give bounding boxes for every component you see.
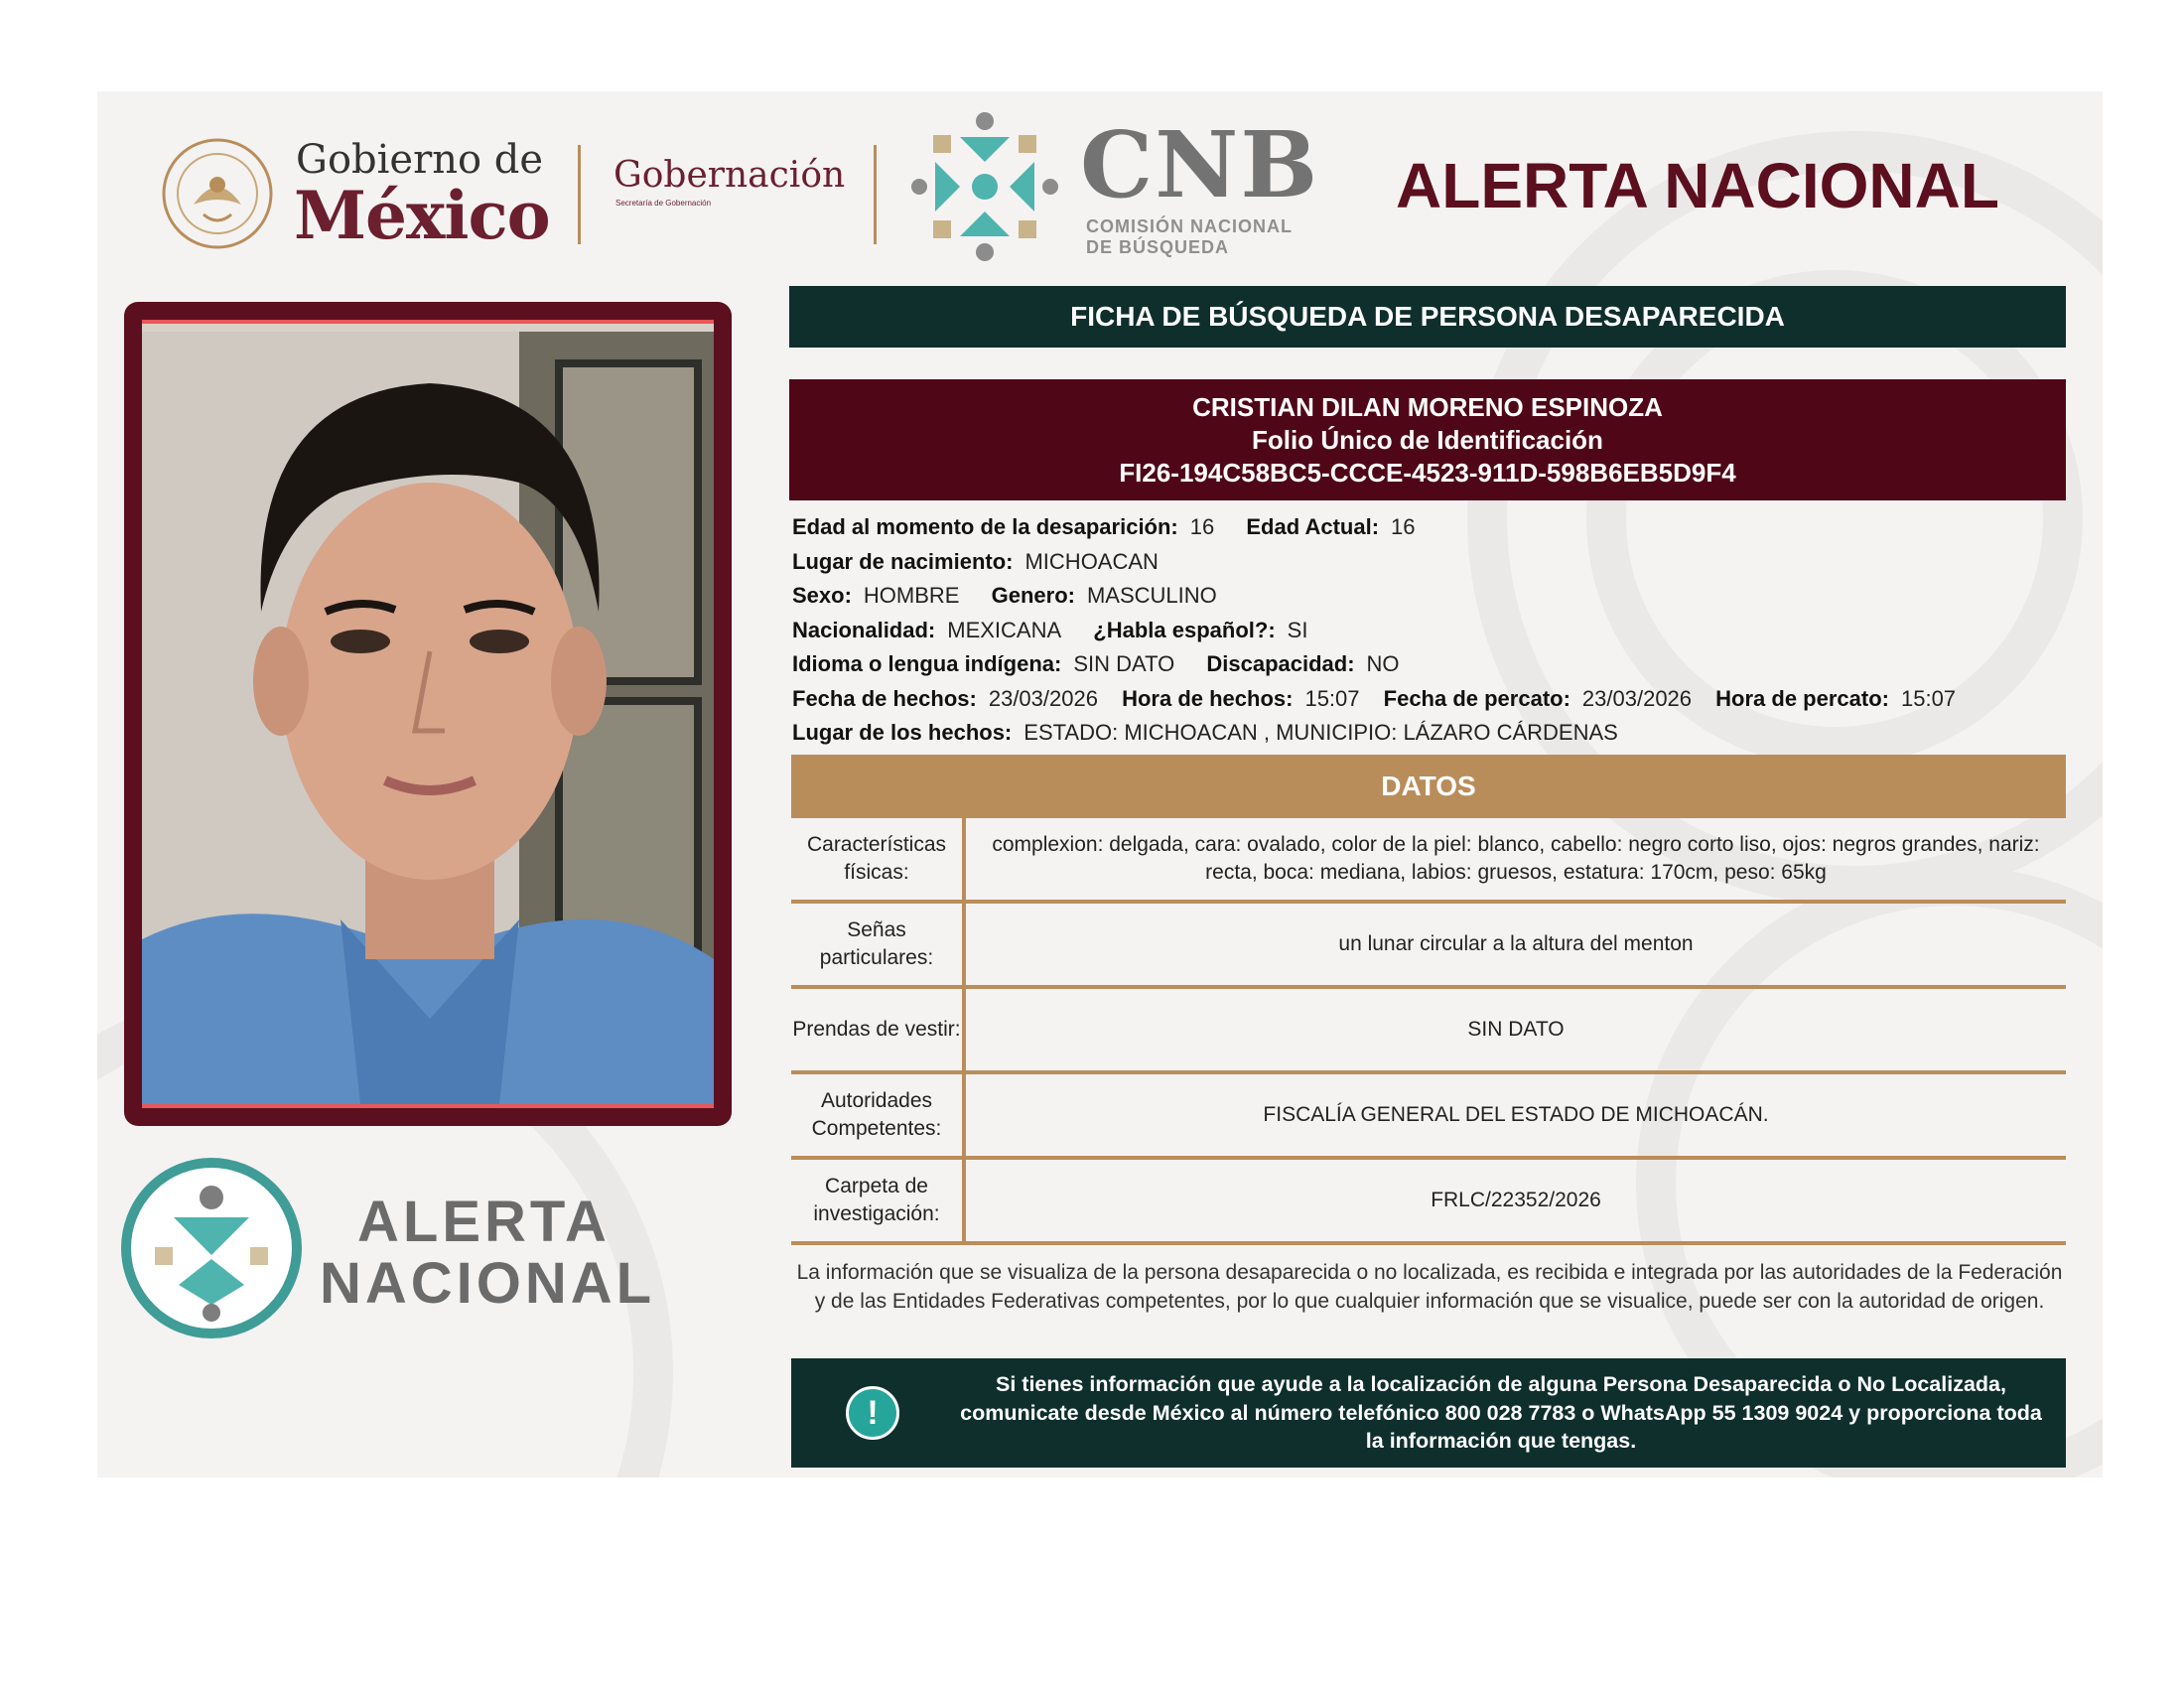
gobernacion-text: Gobernación — [614, 155, 846, 196]
habla-espanol-value: SI — [1287, 617, 1308, 642]
datos-row-label: Carpeta de investigación: — [813, 1175, 940, 1225]
folio-number: FI26-194C58BC5-CCCE-4523-911D-598B6EB5D9F4 — [1119, 458, 1736, 488]
mexico-seal-icon — [159, 135, 276, 252]
datos-row-autoridades — [791, 1074, 2066, 1160]
nacionalidad-value: MEXICANA — [947, 617, 1062, 642]
lugar-hechos-label: Lugar de los hechos: — [792, 720, 1013, 745]
datos-row-value: SIN DATO — [1467, 1018, 1565, 1041]
gobernacion-subtitle: Secretaría de Gobernación — [615, 199, 712, 208]
person-header-band — [789, 379, 2066, 500]
info-row — [792, 579, 2073, 614]
info-row — [792, 682, 2073, 717]
sexo-label: Sexo: — [792, 583, 852, 608]
cnb-subtitle-line1: COMISIÓN NACIONAL — [1086, 216, 1293, 236]
genero-label: Genero: — [991, 583, 1075, 608]
alerta-nacional-title: ALERTA NACIONAL — [1396, 150, 1999, 221]
info-row — [792, 614, 2073, 648]
datos-row-label: Características físicas: — [806, 833, 947, 884]
cnb-subtitle — [1086, 216, 1293, 258]
alerta-logo-line2: NACIONAL — [320, 1251, 656, 1316]
header-divider — [874, 145, 877, 244]
lugar-nacimiento-label: Lugar de nacimiento: — [792, 548, 1014, 574]
cnb-logo-icon — [905, 107, 1064, 266]
fecha-percato-value: 23/03/2026 — [1581, 685, 1693, 711]
contact-band — [791, 1358, 2066, 1468]
datos-row-label: Señas particulares: — [819, 918, 934, 969]
cnb-subtitle-line2: DE BÚSQUEDA — [1086, 237, 1230, 257]
discapacidad-value: NO — [1366, 651, 1400, 676]
person-photo-illustration — [142, 324, 714, 1104]
discapacidad-label: Discapacidad: — [1206, 651, 1355, 676]
alerta-nacional-logo-icon — [119, 1156, 304, 1340]
alerta-nacional-logo-text — [320, 1192, 655, 1315]
photo-frame — [124, 302, 732, 1126]
sexo-value: HOMBRE — [863, 583, 960, 608]
idioma-value: SIN DATO — [1073, 651, 1175, 676]
datos-row-value: complexion: delgada, cara: ovalado, color de la piel: blanco, cabello: negro corto liso, ojos: negros grandes, nariz: recta, boca: mediana, labios: gruesos, estatura: 170cm, peso: 65kg — [992, 833, 2040, 884]
info-row — [792, 716, 2073, 751]
fecha-hechos-value: 23/03/2026 — [988, 685, 1098, 711]
datos-row-label: Autoridades Competentes: — [811, 1089, 942, 1140]
datos-row-senas — [791, 904, 2066, 989]
datos-row-carpeta — [791, 1160, 2066, 1245]
ficha-title-band: FICHA DE BÚSQUEDA DE PERSONA DESAPARECIDA — [789, 286, 2066, 348]
folio-label: Folio Único de Identificación — [1252, 425, 1603, 455]
edad-actual-label: Edad Actual: — [1246, 514, 1380, 539]
lugar-hechos-value: ESTADO: MICHOACAN , MUNICIPIO: LÁZARO CÁRDENAS — [1024, 720, 1618, 745]
info-row — [792, 647, 2073, 682]
person-name: CRISTIAN DILAN MORENO ESPINOZA — [1192, 392, 1663, 422]
edad-actual-value: 16 — [1391, 514, 1416, 539]
lugar-nacimiento-value: MICHOACAN — [1024, 548, 1159, 574]
info-row — [792, 510, 2073, 545]
datos-header: DATOS — [791, 755, 2066, 818]
info-row — [792, 545, 2073, 580]
exclamation-icon: ! — [846, 1386, 899, 1440]
cnb-title: CNB — [1080, 111, 1320, 218]
person-photo — [142, 320, 714, 1108]
header-divider — [578, 145, 581, 244]
idioma-label: Idioma o lengua indígena: — [792, 651, 1062, 676]
hora-hechos-value: 15:07 — [1304, 685, 1360, 711]
mexico-text: México — [294, 177, 550, 254]
gobierno-de-mexico-logo — [159, 129, 576, 254]
datos-row-value: un lunar circular a la altura del menton — [1338, 932, 1694, 955]
hora-percato-value: 15:07 — [1900, 685, 1957, 711]
datos-row-caracteristicas — [791, 818, 2066, 904]
genero-value: MASCULINO — [1086, 583, 1217, 608]
person-info — [792, 510, 2073, 751]
datos-row-value: FRLC/22352/2026 — [1431, 1189, 1601, 1211]
hora-hechos-label: Hora de hechos: — [1122, 685, 1294, 711]
edad-desaparicion-label: Edad al momento de la desaparición: — [792, 514, 1178, 539]
disclaimer-text: La información que se visualiza de la persona desaparecida o no localizada, es recibida e integrada por las autoridades de la Federación y de las Entidades Federativas competentes, por lo que cualquier información que se visualice, puede ser con la autoridad de origen. — [796, 1261, 2063, 1313]
datos-row-value: FISCALÍA GENERAL DEL ESTADO DE MICHOACÁN. — [1263, 1103, 1769, 1126]
fecha-hechos-label: Fecha de hechos: — [792, 685, 977, 711]
nacionalidad-label: Nacionalidad: — [792, 617, 936, 642]
contact-text: Si tienes información que ayude a la localización de alguna Persona Desaparecida o No Localizada, comunicate desde México al número telefónico 800 028 7783 o WhatsApp 55 1309 9024 y proporciona toda la información que tengas. — [960, 1372, 2042, 1453]
habla-espanol-label: ¿Habla español?: — [1093, 617, 1276, 642]
fecha-percato-label: Fecha de percato: — [1383, 685, 1570, 711]
alerta-logo-line1: ALERTA — [357, 1190, 611, 1254]
datos-row-label: Prendas de vestir: — [792, 1018, 961, 1041]
edad-desaparicion-value: 16 — [1189, 514, 1215, 539]
hora-percato-label: Hora de percato: — [1715, 685, 1889, 711]
gobierno-de-text: Gobierno de — [296, 137, 544, 183]
datos-row-prendas — [791, 989, 2066, 1074]
